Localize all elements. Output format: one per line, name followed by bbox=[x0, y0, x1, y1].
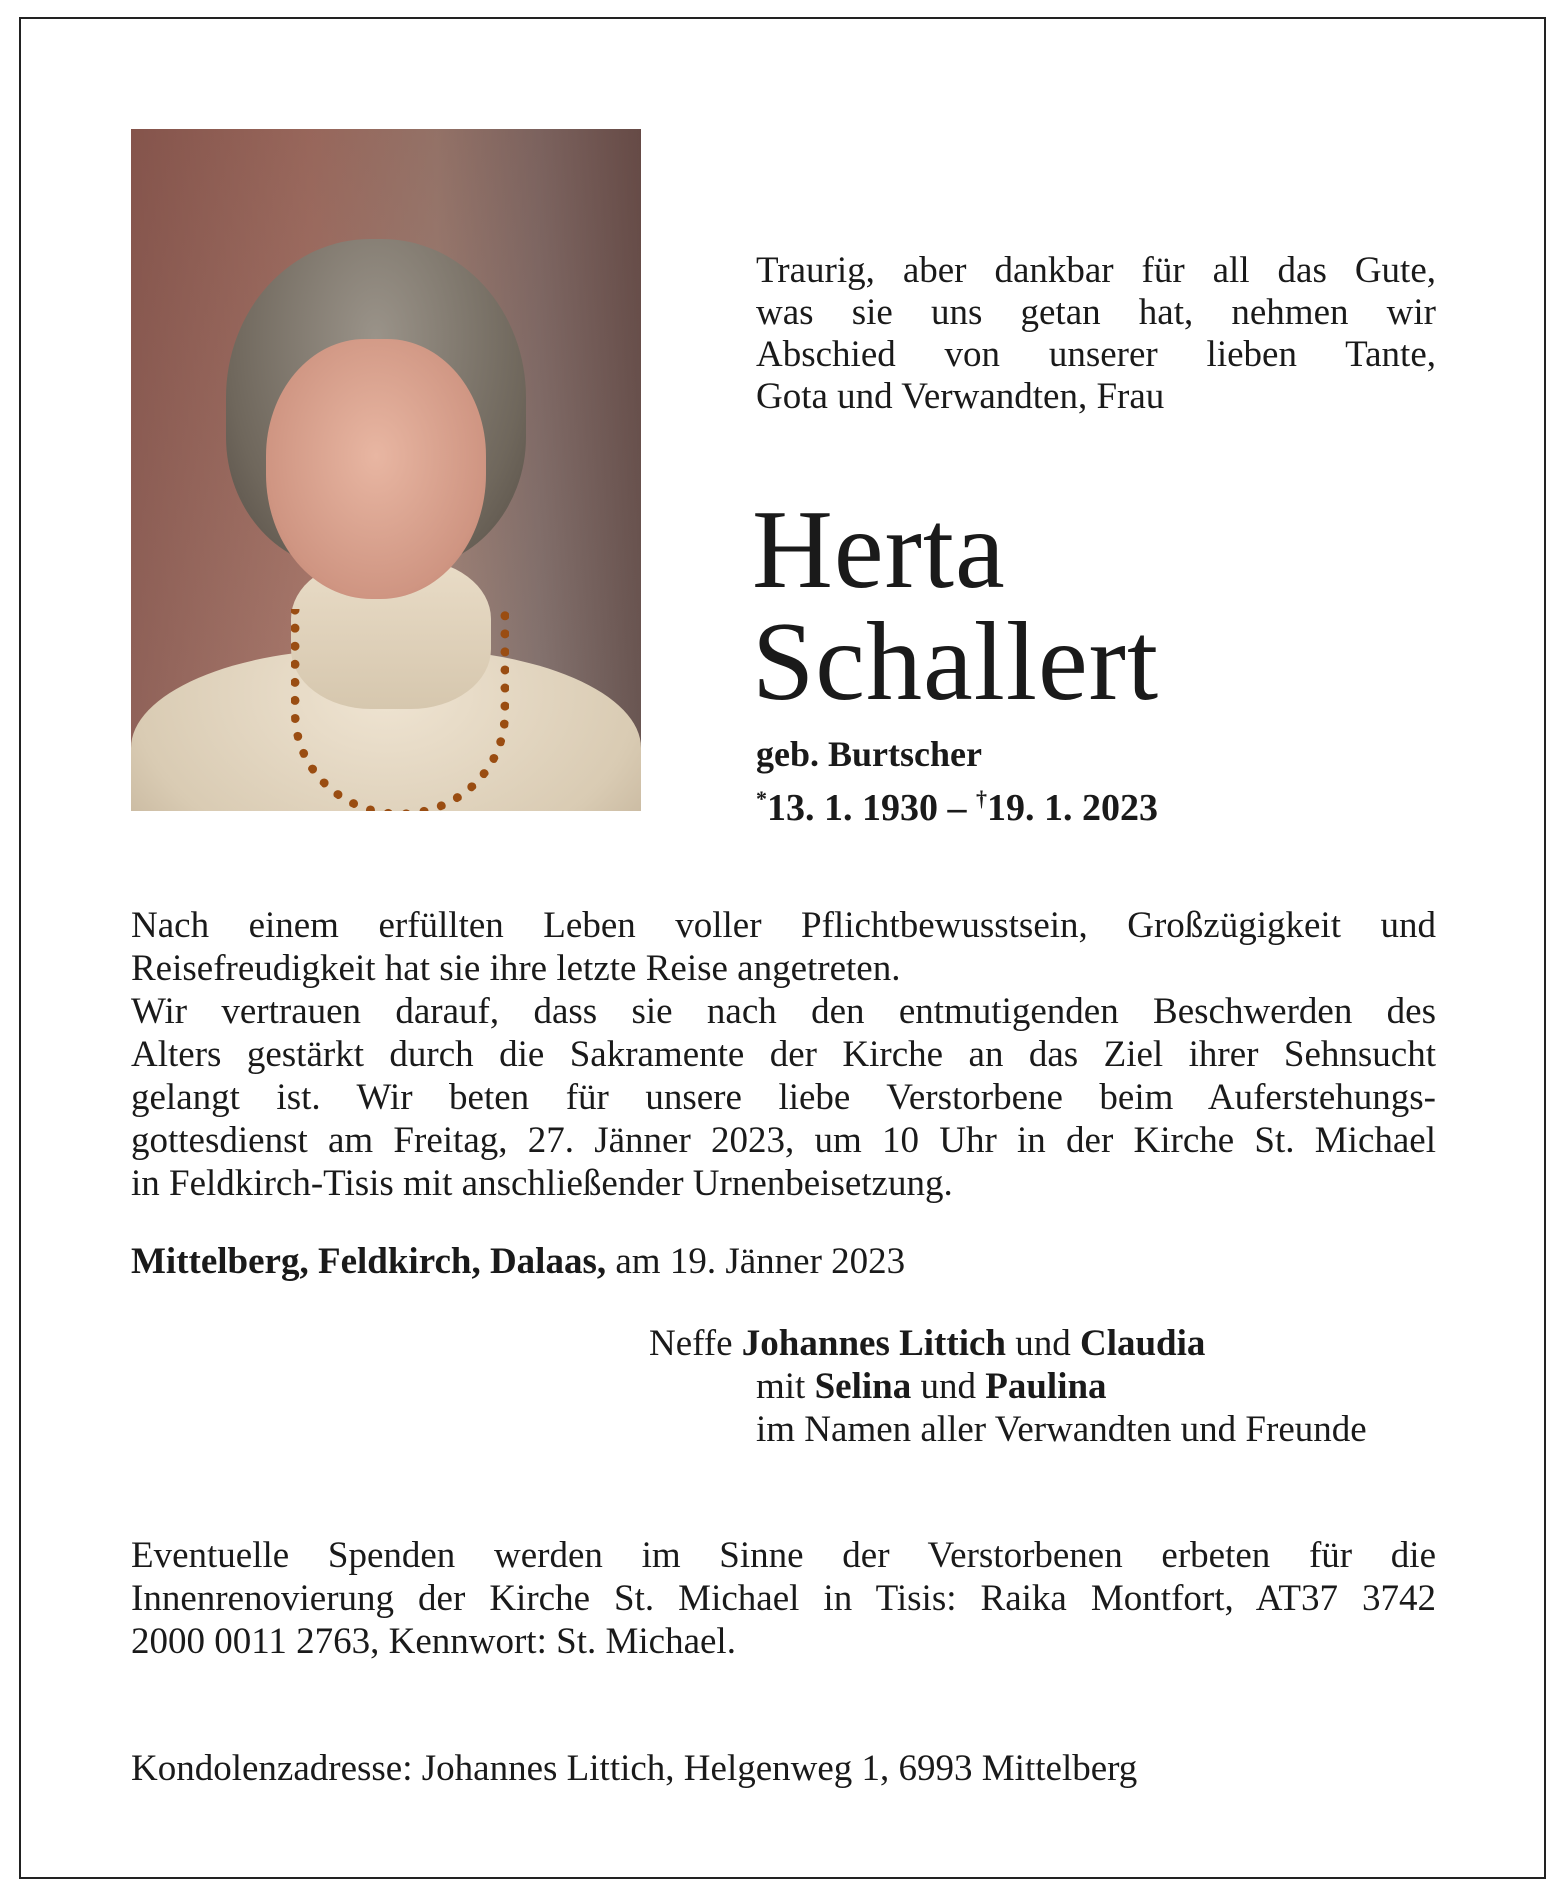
body-line: Nach einem erfüllten Leben voller Pflichtbewusstsein, Großzügigkeit und bbox=[131, 905, 1436, 946]
intro-line: was sie uns getan hat, nehmen wir bbox=[756, 292, 1436, 333]
body-line: gelangt ist. Wir beten für unsere liebe Verstorbene beim Auferstehungs- bbox=[131, 1077, 1436, 1118]
mourners-line-1: Neffe Johannes Littich und Claudia bbox=[649, 1323, 1206, 1364]
portrait-photo bbox=[131, 129, 641, 811]
body-line: Reisefreudigkeit hat sie ihre letzte Reise angetreten. bbox=[131, 948, 901, 989]
intro-line: Traurig, aber dankbar für all das Gute, bbox=[756, 250, 1436, 291]
birth-name: geb. Burtscher bbox=[756, 734, 982, 774]
donation-line: Innenrenovierung der Kirche St. Michael in Tisis: Raika Montfort, AT37 3742 bbox=[131, 1578, 1436, 1619]
body-line: in Feldkirch-Tisis mit anschließender Urnenbeisetzung. bbox=[131, 1163, 953, 1204]
condolence-address: Kondolenzadresse: Johannes Littich, Helgenweg 1, 6993 Mittelberg bbox=[131, 1748, 1138, 1789]
body-line: Wir vertrauen darauf, dass sie nach den entmutigenden Beschwerden des bbox=[131, 991, 1436, 1032]
first-name: Herta bbox=[752, 488, 1006, 612]
mourners-line-3: im Namen aller Verwandten und Freunde bbox=[756, 1409, 1367, 1450]
intro-line: Abschied von unserer lieben Tante, bbox=[756, 334, 1436, 375]
mourners-line-2: mit Selina und Paulina bbox=[756, 1366, 1107, 1407]
donation-line: Eventuelle Spenden werden im Sinne der Verstorbenen erbeten für die bbox=[131, 1535, 1436, 1576]
donation-line: 2000 0011 2763, Kennwort: St. Michael. bbox=[131, 1621, 736, 1662]
body-line: gottesdienst am Freitag, 27. Jänner 2023, um 10 Uhr in der Kirche St. Michael bbox=[131, 1120, 1436, 1161]
place-date: Mittelberg, Feldkirch, Dalaas, am 19. Jänner 2023 bbox=[131, 1241, 906, 1282]
life-dates: *13. 1. 1930 – †19. 1. 2023 bbox=[756, 786, 1158, 829]
body-line: Alters gestärkt durch die Sakramente der Kirche an das Ziel ihrer Sehnsucht bbox=[131, 1034, 1436, 1075]
intro-line: Gota und Verwandten, Frau bbox=[756, 376, 1165, 417]
last-name: Schallert bbox=[752, 600, 1160, 724]
